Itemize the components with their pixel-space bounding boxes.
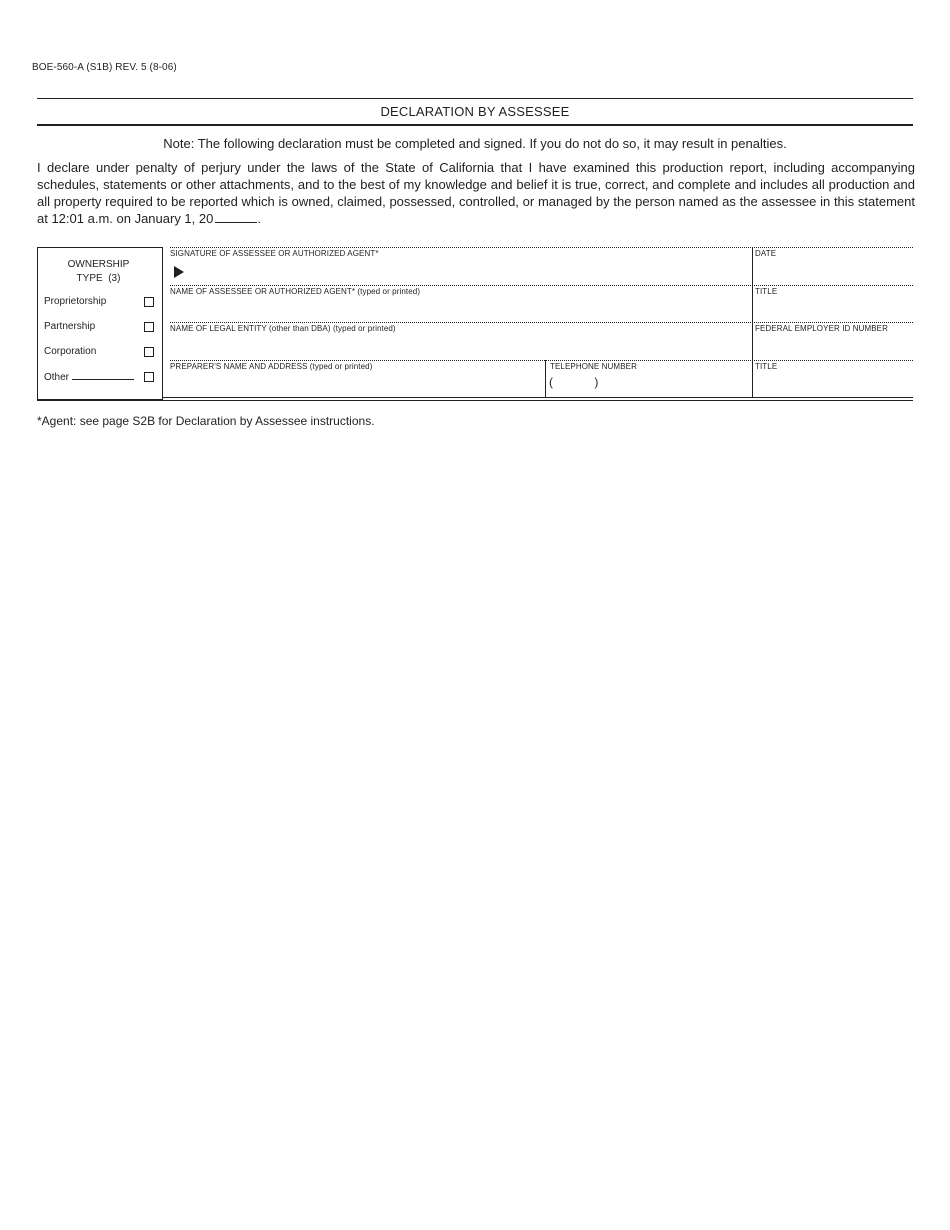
checkbox-partnership[interactable] (144, 322, 154, 332)
declaration-end: . (257, 211, 261, 226)
title-rule-bottom (37, 124, 913, 126)
name-label: NAME OF ASSESSEE OR AUTHORIZED AGENT* (typed or printed) (170, 287, 421, 296)
preparer-title-field[interactable] (755, 373, 911, 396)
telephone-area-code-parens[interactable]: ( ) (549, 375, 599, 389)
ownership-title (38, 258, 159, 286)
grid-divider-right (752, 247, 753, 398)
ownership-type-box (37, 247, 163, 400)
preparer-field[interactable] (170, 373, 542, 396)
date-label: DATE (755, 249, 777, 258)
year-blank[interactable] (215, 212, 257, 223)
grid-divider-phone (545, 360, 546, 398)
grid-line-top (170, 247, 913, 248)
checkbox-corporation[interactable] (144, 347, 154, 357)
grid-line-row2 (170, 285, 913, 286)
preparer-title-label: TITLE (755, 362, 778, 371)
grid-line-row4 (170, 360, 913, 361)
declaration-body: I declare under penalty of perjury under the laws of the State of California that I have examined this production report, including accompanying schedules, statements or other attachments, and to the best of my knowledge and belief it is true, correct, and complete and includes all production and all property required to be reported which is owned, claimed, possessed, controlled, or managed by the person named as the assessee in this statement at 12:01 a.m. on January 1, 20 (37, 160, 915, 226)
sign-here-arrow-icon (174, 266, 184, 278)
ownership-title-line1: OWNERSHIP (67, 259, 130, 270)
checkbox-proprietorship[interactable] (144, 297, 154, 307)
telephone-label: TELEPHONE NUMBER (550, 362, 637, 371)
title-label: TITLE (755, 287, 778, 296)
ownership-row-other (44, 371, 134, 383)
preparer-label: PREPARER'S NAME AND ADDRESS (typed or printed) (170, 362, 373, 371)
declaration-text (37, 159, 915, 227)
legal-entity-field[interactable] (170, 335, 748, 359)
legal-entity-label: NAME OF LEGAL ENTITY (other than DBA) (typed or printed) (170, 324, 396, 333)
ownership-label-corporation: Corporation (44, 346, 97, 357)
ownership-label-proprietorship: Proprietorship (44, 296, 107, 307)
ownership-label-partnership: Partnership (44, 321, 96, 332)
grid-line-row3 (170, 322, 913, 323)
title-field[interactable] (755, 298, 911, 321)
form-id: BOE-560-A (S1B) REV. 5 (8-06) (32, 62, 177, 73)
signature-label: SIGNATURE OF ASSESSEE OR AUTHORIZED AGENT* (170, 249, 379, 258)
other-specify-field[interactable] (72, 371, 134, 380)
ownership-title-line2: TYPE (3) (76, 273, 121, 284)
agent-footnote: *Agent: see page S2B for Declaration by Assessee instructions. (37, 414, 375, 428)
name-field[interactable] (170, 298, 748, 321)
title-rule-top (37, 98, 913, 99)
checkbox-other[interactable] (144, 372, 154, 382)
fein-field[interactable] (755, 335, 911, 359)
section-title: DECLARATION BY ASSESSEE (380, 104, 570, 119)
signature-field[interactable] (188, 260, 748, 284)
grid-line-bottom (162, 397, 913, 398)
fein-label: FEDERAL EMPLOYER ID NUMBER (755, 324, 888, 333)
date-field[interactable] (755, 260, 911, 284)
ownership-label-other: Other (44, 372, 70, 383)
penalty-note: Note: The following declaration must be completed and signed. If you do not do so, it may result in penalties. (163, 136, 787, 151)
grid-line-bottom-double (37, 400, 913, 401)
